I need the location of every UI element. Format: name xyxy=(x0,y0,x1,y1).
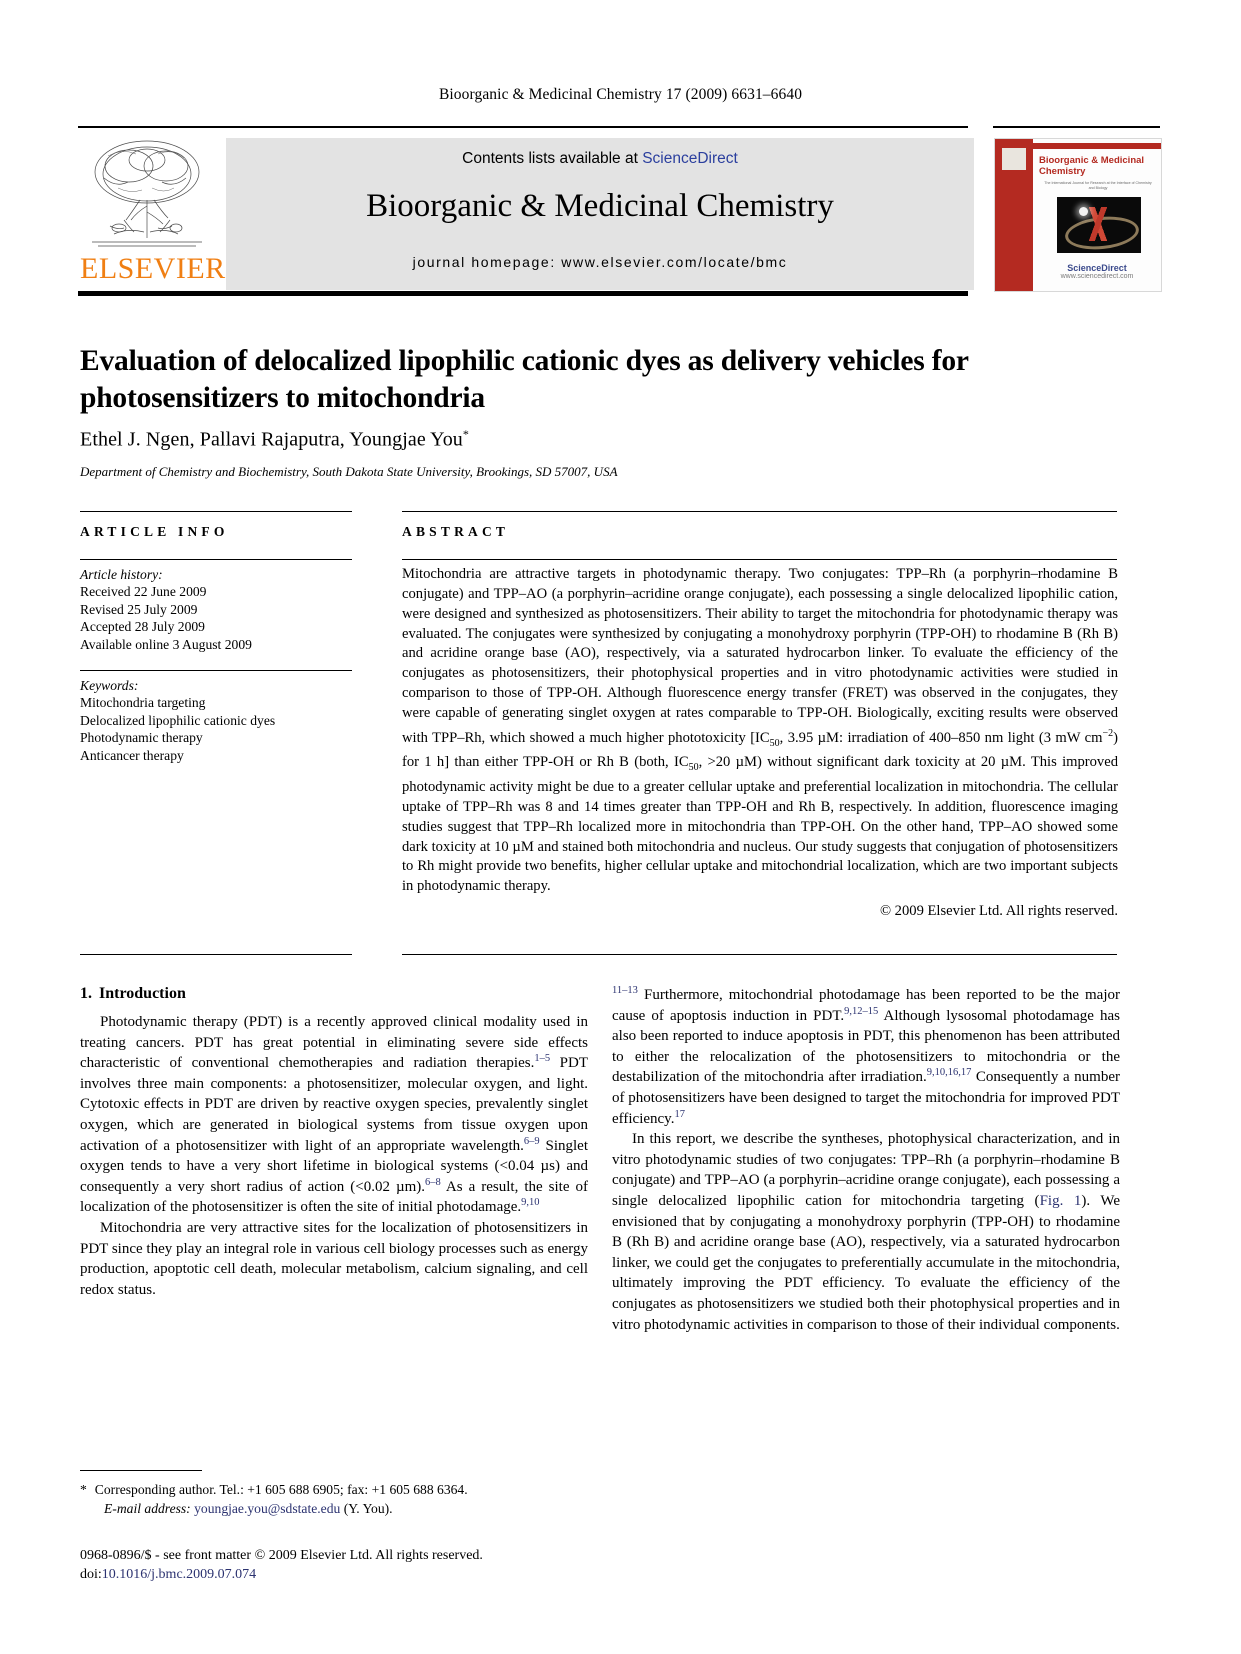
intro-paragraph-2-right xyxy=(612,985,1120,1129)
journal-title: Bioorganic & Medicinal Chemistry xyxy=(366,188,834,224)
affiliation: Department of Chemistry and Biochemistry, South Dakota State University, Brookings, SD 57007, USA xyxy=(80,464,618,479)
history-item-available-online: Available online 3 August 2009 xyxy=(80,636,252,652)
cover-spine xyxy=(995,139,1033,291)
author-names: Ethel J. Ngen, Pallavi Rajaputra, Youngjae You xyxy=(80,428,463,451)
history-item-accepted: Accepted 28 July 2009 xyxy=(80,619,205,635)
info-top-rule xyxy=(80,511,352,512)
citation-ref[interactable]: 9,10,16,17 xyxy=(926,1067,972,1079)
email-owner: (Y. You). xyxy=(343,1500,393,1516)
citation-ref[interactable]: 9,12–15 xyxy=(844,1005,879,1017)
abstract-part-3: ) for 1 h] than either TPP-OH or Rh B (both, IC xyxy=(402,729,1118,771)
journal-cover-thumbnail xyxy=(994,138,1162,292)
cover-sciencedirect-badge xyxy=(1033,263,1161,280)
doi-label: doi: xyxy=(80,1567,102,1582)
intro-paragraph-3 xyxy=(612,1129,1120,1335)
corresponding-author-marker: * xyxy=(462,427,470,441)
intro-p3-a: In this report, we describe the syntheses, photophysical characterization, and in vitro photodynamic studies of two conjugates: TPP–Rh (a porphyrin–rhodamine B conjugate) and TPP–AO (a porphyrin–acridine orange conjugate), each possessing a single delocalized lipophilic cation for mitochondria targeting ( xyxy=(612,1131,1120,1209)
cover-artwork-helix xyxy=(1085,207,1113,241)
footnote-email-row xyxy=(80,1500,590,1519)
abstract-part-1: Mitochondria are attractive targets in photodynamic therapy. Two conjugates: TPP–Rh (a porphyrin–rhodamine B conjugate) and TPP–AO (a porphyrin–acridine orange conjugate), each possessing a single delocalized lipophilic cation, were designed and synthesized as photosensitizers. Their ability to target the mitochondria for photodynamic therapy was evaluated. The conjugates were synthesized by conjugating a monohydroxy porphyrin (TPP-OH) to rhodamine B (Rh B) and acridine orange base (AO), respectively, via a saturated hydrocarbon linker. To evaluate the efficiency of the conjugates as photosensitizers, their photophysical properties and in vitro photodynamic activities were studied in comparison to those of TPP-OH. Although fluorescence energy transfer (FRET) was observed in the conjugates, they were capable of generating singlet oxygen at rates comparable to TPP-OH. Biologically, exciting results were observed with TPP–Rh, which showed a much higher phototoxicity [IC xyxy=(402,566,1118,746)
body-column-right xyxy=(612,985,1120,1335)
intro-p2-d: Consequently a number of photosensitizers have been designed to target the mitochondria for improved PDT efficiency. xyxy=(612,1069,1120,1127)
intro-p2-c: Although lysosomal photodamage has also been reported to induce apoptosis in PDT, this phenomenon has been attributed to either the relocalization of the photosensitizers to mitochondria or the destabilization of the mitochondria after irradiation. xyxy=(612,1007,1120,1086)
contents-list-line xyxy=(226,150,974,168)
intro-paragraph-1 xyxy=(80,1012,588,1218)
abstract-sup-exponent: −2 xyxy=(1102,727,1114,739)
footnote-line-1: Corresponding author. Tel.: +1 605 688 6905; fax: +1 605 688 6364. xyxy=(94,1482,468,1497)
info-second-rule xyxy=(80,559,352,560)
abstract-sub-ic50-a: 50 xyxy=(769,737,780,749)
keyword-item: Mitochondria targeting xyxy=(80,695,206,711)
masthead-bottom-rule xyxy=(78,291,968,296)
abstract-bottom-rule xyxy=(402,954,1117,955)
intro-p3-b: ). We envisioned that by conjugating a monohydroxy porphyrin (TPP-OH) to rhodamine B (Rh B) and acridine orange base (AO), respectively, via a saturated hydrocarbon linker, we could get the conjugates to preferentially accumulate in the mitochondria, ultimately improving the PDT efficiency. To evaluate the efficiency of the conjugates as photosensitizers we studied both their photophysical properties and in vitro photodynamic activities in comparison to those of their individual components. xyxy=(612,1192,1121,1333)
cover-badge-label: ScienceDirect xyxy=(1067,263,1127,273)
elsevier-logo xyxy=(80,138,226,290)
cover-badge-url: www.sciencedirect.com xyxy=(1060,273,1134,280)
section-heading-introduction xyxy=(80,985,588,1003)
body-column-left xyxy=(80,985,588,1300)
citation-ref[interactable]: 6–8 xyxy=(425,1176,441,1188)
section-number: 1. xyxy=(80,985,92,1002)
imprint-block xyxy=(80,1546,600,1584)
abstract-part-4: , >20 µM) without significant dark toxicity at 20 µM. This improved photodynamic activity might be due to a greater cellular uptake and preferential localization in mitochondria. The cellular uptake of TPP–Rh was 8 and 14 times greater than TPP-OH and Rh B, respectively. In addition, fluorescence imaging studies suggest that TPP–Rh localized more in mitochondria than TPP-OH. On the other hand, TPP–AO showed some dark toxicity at 10 µM and stained both mitochondria and nucleus. Our study suggests that conjugation of photosensitizers to Rh might provide two benefits, higher cellular uptake and mitochondrial localization, which are two important subjects in photodynamic therapy. xyxy=(402,754,1119,895)
elsevier-wordmark: ELSEVIER xyxy=(80,252,226,285)
article-info-header: ARTICLE INFO xyxy=(80,524,229,539)
abstract-header: ABSTRACT xyxy=(402,524,510,539)
sciencedirect-link[interactable]: ScienceDirect xyxy=(642,150,738,167)
intro-p1-d: Singlet oxygen tends to have a very short lifetime in biological systems (<0.04 µs) and consequently a very short radius of action (<0.02 µm). xyxy=(80,1137,588,1195)
cover-artwork xyxy=(1057,197,1141,253)
citation-ref[interactable]: 9,10 xyxy=(521,1197,540,1209)
article-history xyxy=(80,566,352,653)
elsevier-tree-icon xyxy=(84,138,210,256)
journal-homepage[interactable]: journal homepage: www.elsevier.com/locate/bmc xyxy=(412,254,788,270)
email-link[interactable]: youngjae.you@sdstate.edu xyxy=(194,1500,341,1516)
intro-p1-b: PDT involves three main components: a photosensitizer, molecular oxygen, and light. Cytotoxic effects in PDT are driven by reactive oxygen species, prevalently singlet oxygen, which are generated in biological systems from tissue oxygen upon activation of a photosensitizer with light of an appropriate wavelength. xyxy=(80,1055,588,1154)
footnote-block xyxy=(80,1481,590,1518)
intro-paragraph-2-left xyxy=(80,1218,588,1300)
citation-ref[interactable]: 17 xyxy=(674,1108,685,1120)
keyword-item: Anticancer therapy xyxy=(80,747,184,763)
masthead-top-rule-right xyxy=(993,126,1160,128)
intro-p2-b: Furthermore, mitochondrial photodamage has been reported to be the major cause of apoptosis induction in PDT. xyxy=(612,987,1120,1024)
footnote-rule xyxy=(80,1470,202,1471)
abstract-sub-ic50-b: 50 xyxy=(688,762,699,774)
running-head: Bioorganic & Medicinal Chemistry 17 (2009) 6631–6640 xyxy=(438,86,803,103)
intro-p2-a: Mitochondria are very attractive sites for the localization of photosensitizers in PDT since they play an integral role in various cell biology processes such as energy production, apoptotic cell death, molecular metabolism, calcium signaling, and cell redox status. xyxy=(80,1219,588,1298)
keywords-label: Keywords: xyxy=(80,678,139,693)
section-title: Introduction xyxy=(99,985,186,1002)
abstract-text xyxy=(402,565,1118,897)
keyword-item: Delocalized lipophilic cationic dyes xyxy=(80,712,276,728)
intro-p1-e: As a result, the site of localization of the photosensitizer is often the site of initial photodamage. xyxy=(80,1178,588,1216)
intro-p1-a: Photodynamic therapy (PDT) is a recently approved clinical modality used in treating cancers. PDT has great potential in eliminating severe side effects characteristic of conventional chemotherapies and radiation therapies. xyxy=(80,1014,588,1072)
journal-masthead xyxy=(78,126,1160,294)
journal-band xyxy=(226,138,974,290)
contents-prefix: Contents lists available at xyxy=(462,150,643,167)
cover-title: Bioorganic & Medicinal Chemistry xyxy=(1039,155,1145,177)
footnote-star-marker: * xyxy=(80,1482,87,1497)
citation-ref[interactable]: 1–5 xyxy=(534,1053,551,1065)
masthead-top-rule xyxy=(78,126,968,128)
history-item-received: Received 22 June 2009 xyxy=(80,584,207,600)
doi-line xyxy=(80,1565,600,1584)
citation-ref[interactable]: 6–9 xyxy=(523,1135,540,1147)
info-bottom-rule xyxy=(80,954,352,955)
keywords-block xyxy=(80,677,352,764)
abstract-second-rule xyxy=(402,559,1117,560)
cover-subtitle: The International Journal for Research at the Interface of Chemistry and Biology xyxy=(1044,181,1152,190)
info-third-rule xyxy=(80,670,352,671)
history-item-revised: Revised 25 July 2009 xyxy=(80,601,198,617)
cover-publisher-mark xyxy=(1002,148,1026,170)
citation-ref[interactable]: 11–13 xyxy=(612,985,638,996)
abstract-copyright: © 2009 Elsevier Ltd. All rights reserved. xyxy=(879,903,1118,919)
abstract-part-2: , 3.95 µM: irradiation of 400–850 nm light (3 mW cm xyxy=(779,729,1103,746)
keyword-item: Photodynamic therapy xyxy=(80,730,203,746)
page-title: Evaluation of delocalized lipophilic cationic dyes as delivery vehicles for photosensitizers to mitochondria xyxy=(80,345,969,414)
figure-reference-link[interactable]: Fig. 1 xyxy=(1039,1192,1082,1209)
author-list xyxy=(80,427,1020,452)
cover-artwork-highlight xyxy=(1079,207,1088,216)
front-matter-line: 0968-0896/$ - see front matter © 2009 Elsevier Ltd. All rights reserved. xyxy=(80,1548,483,1563)
email-address-label: E-mail address: xyxy=(104,1500,191,1516)
article-history-label: Article history: xyxy=(80,567,163,582)
abstract-top-rule xyxy=(402,511,1117,512)
footnote-corresponding-author xyxy=(80,1481,590,1500)
cover-top-bar xyxy=(1033,143,1161,149)
doi-link[interactable]: 10.1016/j.bmc.2009.07.074 xyxy=(101,1567,257,1582)
